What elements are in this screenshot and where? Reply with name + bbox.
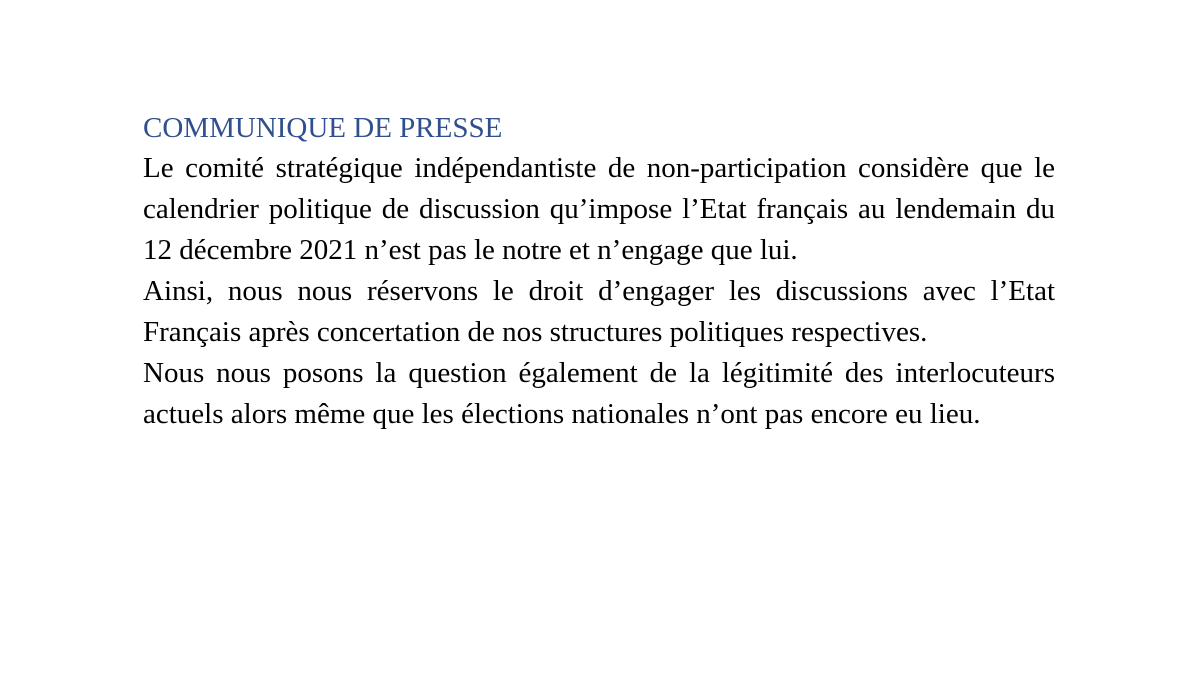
- press-release-heading: COMMUNIQUE DE PRESSE: [143, 112, 503, 144]
- paragraph-1: Le comité stratégique indépendantiste de non-participation considère que le calendrier politique de discussion qu’impose l’Etat français au lendemain du 12 décembre 2021 n’est pas le notre et n’engage que lui.: [143, 152, 1055, 266]
- paragraph-3: Nous nous posons la question également de la légitimité des interlocuteurs actuels alors même que les élections nationales n’ont pas encore eu lieu.: [143, 357, 1055, 430]
- press-release-body: [143, 108, 1055, 435]
- paragraph-2: Ainsi, nous nous réservons le droit d’engager les discussions avec l’Etat Français après concertation de nos structures politiques respectives.: [143, 275, 1055, 348]
